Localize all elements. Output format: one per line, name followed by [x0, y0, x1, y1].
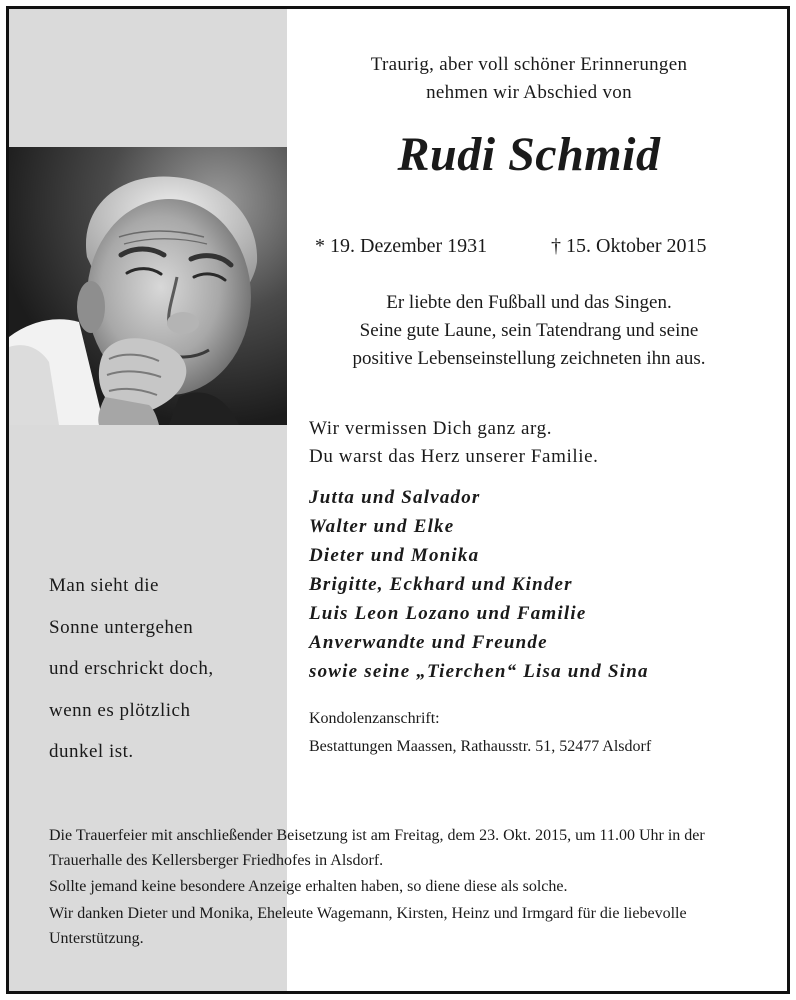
family-list: [309, 483, 649, 686]
family-member: sowie seine „Tierchen“ Lisa und Sina: [309, 661, 649, 682]
birth-symbol: *: [315, 235, 325, 257]
family-member: Jutta und Salvador: [309, 487, 481, 508]
miss-line: Wir vermissen Dich ganz arg.: [309, 418, 553, 439]
verse-line: Sonne untergehen: [49, 616, 194, 638]
condolence-address-line: Bestattungen Maassen, Rathausstr. 51, 52477 Alsdorf: [309, 738, 652, 755]
no-notice-info: Sollte jemand keine besondere Anzeige erhalten haben, so diene diese als solche.: [49, 878, 568, 895]
funeral-notice: [49, 823, 749, 952]
deceased-name: Rudi Schmid: [397, 128, 661, 181]
portrait-photo: [9, 147, 287, 425]
death-date-group: [551, 235, 707, 258]
biography-line: Er liebte den Fußball und das Singen.: [386, 292, 672, 313]
condolence-address: [309, 705, 651, 761]
verse-line: und erschrickt doch,: [49, 658, 214, 679]
biography-line: Seine gute Laune, sein Tatendrang und seine: [359, 320, 699, 341]
birth-date: 19. Dezember 1931: [330, 235, 488, 257]
death-date: 15. Oktober 2015: [566, 235, 707, 257]
verse-line: wenn es plötzlich: [49, 699, 191, 721]
family-member: Luis Leon Lozano und Familie: [309, 603, 587, 624]
obituary-frame: [6, 6, 790, 994]
intro-text: [309, 51, 749, 107]
memorial-verse: [49, 565, 214, 773]
intro-line-2: nehmen wir Abschied von: [426, 82, 632, 103]
miss-text: [309, 415, 598, 471]
biography-line: positive Lebenseinstellung zeichneten ihn aus.: [352, 348, 706, 369]
intro-line-1: Traurig, aber voll schöner Erinnerungen: [370, 54, 688, 75]
family-member: Brigitte, Eckhard und Kinder: [309, 574, 573, 595]
biography: [309, 289, 749, 373]
dagger-icon: †: [551, 235, 561, 257]
thanks-info: Wir danken Dieter und Monika, Eheleute Wagemann, Kirsten, Heinz und Irmgard für die liebevolle Unterstützung.: [49, 905, 687, 947]
life-dates: [315, 235, 755, 258]
family-member: Walter und Elke: [309, 516, 455, 537]
verse-line: Man sieht die: [49, 575, 159, 596]
condolence-label: Kondolenzanschrift:: [309, 710, 440, 727]
family-member: Dieter und Monika: [309, 545, 480, 566]
funeral-info: Die Trauerfeier mit anschließender Beisetzung ist am Freitag, dem 23. Okt. 2015, um 11.00 Uhr in der Trauerhalle des Kellersberger Friedhofes in Alsdorf.: [49, 827, 705, 869]
miss-line: Du warst das Herz unserer Familie.: [309, 446, 599, 467]
family-member: Anverwandte und Freunde: [309, 632, 548, 653]
verse-line: dunkel ist.: [49, 741, 134, 762]
